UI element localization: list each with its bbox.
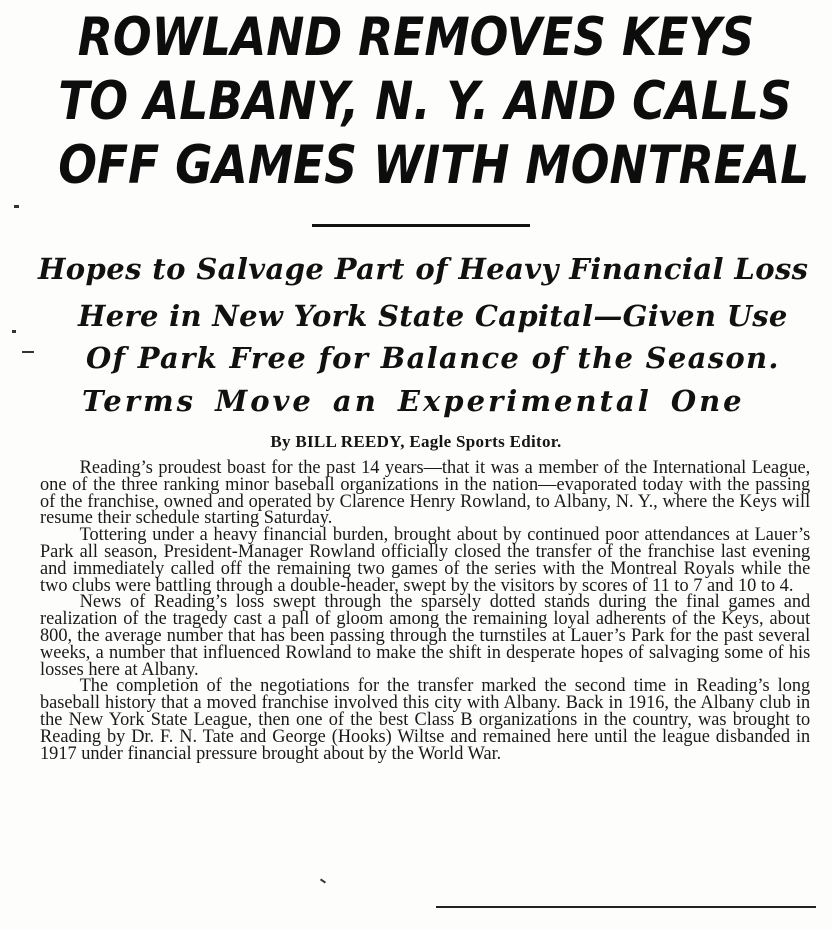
deck-line-2: Here in New York State Capital—Given Use [78, 299, 788, 333]
article-body [40, 460, 810, 762]
headline-line-3: OFF GAMES WITH MONTREAL [58, 135, 810, 196]
deck-line-1: Hopes to Salvage Part of Heavy Financial Loss [38, 252, 809, 286]
deck-line-3: Of Park Free for Balance of the Season. [86, 341, 780, 375]
paragraph: The completion of the negotiations for the transfer marked the second time in Reading’s long baseball history that a moved franchise involved this city with Albany. Back in 1916, the Albany club in the New York State League, then one of the best Class B organizations in the country, was brought to Reading by Dr. F. N. Tate and George (Hooks) Wiltse and remained here until the league disbanded in 1917 under financial pressure brought about by the World War. [40, 676, 811, 764]
headline-line-1: ROWLAND REMOVES KEYS [77, 7, 755, 68]
ink-speck [320, 878, 326, 883]
headline-line-2: TO ALBANY, N. Y. AND CALLS [58, 71, 792, 132]
paragraph: News of Reading’s loss swept through the sparsely dotted stands during the final games and realization of the tragedy cast a pall of gloom among the remaining loyal adherents of the Keys, about 800, the average number that has been passing through the turnstiles at Lauer’s Park for the past several weeks, a number that influenced Rowland to make the shift in desperate hopes of salvaging some of his losses here at Albany. [40, 592, 811, 680]
ink-speck [12, 330, 16, 333]
byline: By BILL REEDY, Eagle Sports Editor. [270, 432, 562, 451]
ink-speck [14, 205, 19, 208]
ink-speck [22, 351, 34, 353]
headline-divider [312, 224, 530, 227]
column-end-rule [436, 906, 816, 908]
paragraph: Reading’s proudest boast for the past 14 years—that it was a member of the International League, one of the three ranking minor baseball organizations in the nation—evaporated today with the passing of the franchise, owned and operated by Clarence Henry Rowland, to Albany, N. Y., where the Keys will resume their schedule starting Saturday. [40, 458, 811, 529]
paragraph: Tottering under a heavy financial burden, brought about by continued poor attendances at Lauer’s Park all season, President-Manager Rowland officially closed the transfer of the franchise last evening and immediately called off the remaining two games of the series with the Montreal Royals while the two clubs were battling through a double-header, swept by the visitors by scores of 11 to 7 and 10 to 4. [40, 525, 811, 596]
deck-line-4: Terms Move an Experimental One [82, 384, 745, 418]
